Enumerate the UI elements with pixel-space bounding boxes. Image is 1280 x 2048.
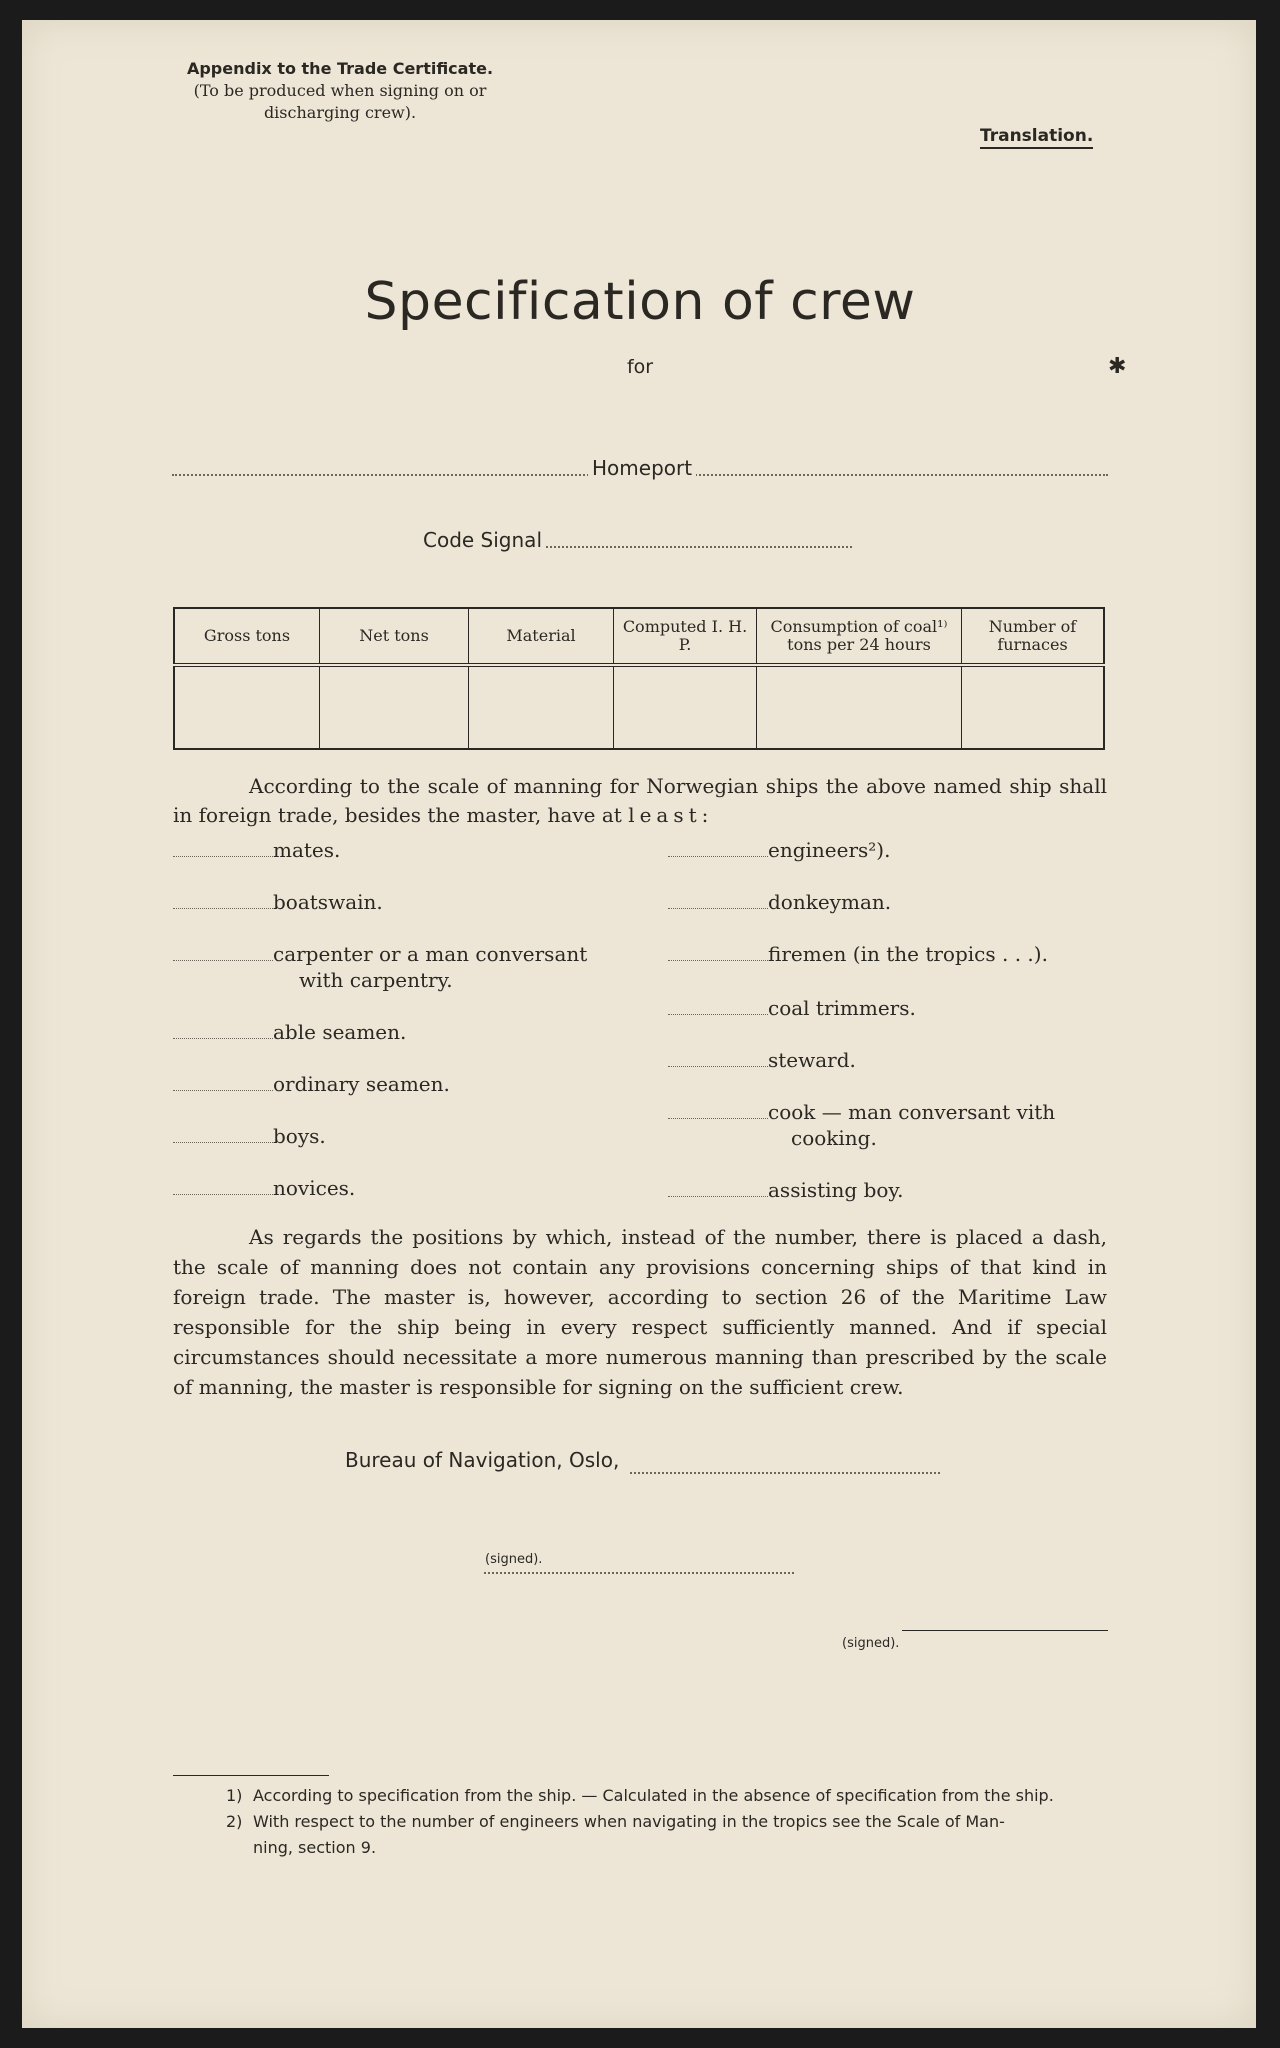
appendix-title: Appendix to the Trade Certificate. — [186, 59, 494, 78]
col-computed-ihp: Computed I. H. P. — [614, 608, 757, 665]
date-line[interactable] — [630, 1472, 940, 1474]
col-number-of-furnaces: Number of furnaces — [962, 608, 1105, 665]
crew-item-donkeyman: donkeyman. — [668, 890, 891, 915]
footnote-1-text: According to specification from the ship. — Calculated in the absence of specification from the ship. — [253, 1786, 1054, 1805]
code-signal-line[interactable] — [546, 546, 852, 548]
intro-text: According to the scale of manning for Norwegian ships the above named ship shall in foreign trade, besides the master, have at — [173, 774, 1107, 827]
signature-line-1[interactable] — [484, 1572, 794, 1574]
page-title: Specification of crew — [364, 272, 916, 332]
footnote-2-text-cont: ning, section 9. — [253, 1838, 377, 1857]
count-field[interactable] — [173, 841, 273, 857]
count-field[interactable] — [668, 893, 768, 909]
homeport-label: Homeport — [588, 456, 696, 480]
count-field[interactable] — [668, 1181, 768, 1197]
count-field[interactable] — [173, 945, 273, 961]
intro-paragraph — [173, 772, 1107, 830]
cell-net-tons[interactable] — [320, 665, 469, 749]
translation-label: Translation. — [980, 126, 1093, 149]
table-row — [174, 665, 1104, 749]
appendix-note — [170, 58, 510, 124]
crew-item-steward: steward. — [668, 1048, 856, 1073]
code-signal-label: Code Signal — [423, 528, 542, 552]
count-field[interactable] — [173, 1075, 273, 1091]
crew-item-cook-cont: cooking. — [791, 1126, 877, 1150]
cell-number-of-furnaces[interactable] — [962, 665, 1105, 749]
intro-least: least: — [628, 803, 714, 827]
count-field[interactable] — [173, 1127, 273, 1143]
count-field[interactable] — [668, 945, 768, 961]
crew-item-engineers: engineers²). — [668, 838, 890, 863]
crew-item-mates: mates. — [173, 838, 340, 863]
crew-item-boatswain: boatswain. — [173, 890, 383, 915]
cell-material[interactable] — [469, 665, 614, 749]
count-field[interactable] — [668, 841, 768, 857]
count-field[interactable] — [668, 1103, 768, 1119]
count-field[interactable] — [668, 1051, 768, 1067]
count-field[interactable] — [173, 1023, 273, 1039]
appendix-line-2: (To be produced when signing on or — [193, 81, 487, 100]
count-field[interactable] — [668, 999, 768, 1015]
body-paragraph — [173, 1222, 1107, 1402]
crew-item-ordinary-seamen: ordinary seamen. — [173, 1072, 450, 1097]
crew-item-cook: cook — man conversant vith — [668, 1100, 1055, 1125]
cell-computed-ihp[interactable] — [614, 665, 757, 749]
col-net-tons: Net tons — [320, 608, 469, 665]
signed-label-2: (signed). — [842, 1636, 900, 1651]
col-coal-consumption: Consumption of coal¹⁾ tons per 24 hours — [757, 608, 962, 665]
crew-item-able-seamen: able seamen. — [173, 1020, 406, 1045]
col-material: Material — [469, 608, 614, 665]
col-gross-tons: Gross tons — [174, 608, 320, 665]
footnote-rule — [173, 1775, 329, 1776]
body-text: As regards the positions by which, instead of the number, there is placed a dash, the scale of manning does not contain any provisions concerning ships of that kind in foreign trade. The master is, however, according to section 26 of the Maritime Law responsible for the ship being in every respect sufficiently manned. And if special circumstances should necessitate a more numerous manning than prescribed by the scale of manning, the master is responsible for signing on the sufficient crew. — [173, 1225, 1107, 1399]
cell-coal-consumption[interactable] — [757, 665, 962, 749]
table-header-row — [174, 608, 1104, 665]
ship-particulars-table — [173, 607, 1105, 750]
crew-item-coal-trimmers: coal trimmers. — [668, 996, 916, 1021]
crew-item-carpenter-cont: with carpentry. — [299, 968, 453, 992]
bureau-label: Bureau of Navigation, Oslo, — [345, 1448, 620, 1472]
crew-item-boys: boys. — [173, 1124, 326, 1149]
cell-gross-tons[interactable] — [174, 665, 320, 749]
footnote-2-mark: 2) — [226, 1812, 243, 1831]
signature-line-2[interactable] — [902, 1630, 1108, 1631]
signed-label-1: (signed). — [485, 1552, 543, 1567]
footnote-1-mark: 1) — [226, 1786, 243, 1805]
for-label: for — [626, 356, 654, 378]
crew-item-novices: novices. — [173, 1176, 355, 1201]
crew-item-firemen: firemen (in the tropics . . .). — [668, 942, 1048, 967]
ink-mark-icon: ✱ — [1108, 354, 1127, 379]
crew-item-assisting-boy: assisting boy. — [668, 1178, 903, 1203]
count-field[interactable] — [173, 1179, 273, 1195]
footnote-2-text: With respect to the number of engineers when navigating in the tropics see the Scale of Man- — [253, 1812, 1005, 1831]
crew-item-carpenter: carpenter or a man conversant — [173, 942, 587, 967]
appendix-line-3: discharging crew). — [263, 103, 417, 122]
count-field[interactable] — [173, 893, 273, 909]
